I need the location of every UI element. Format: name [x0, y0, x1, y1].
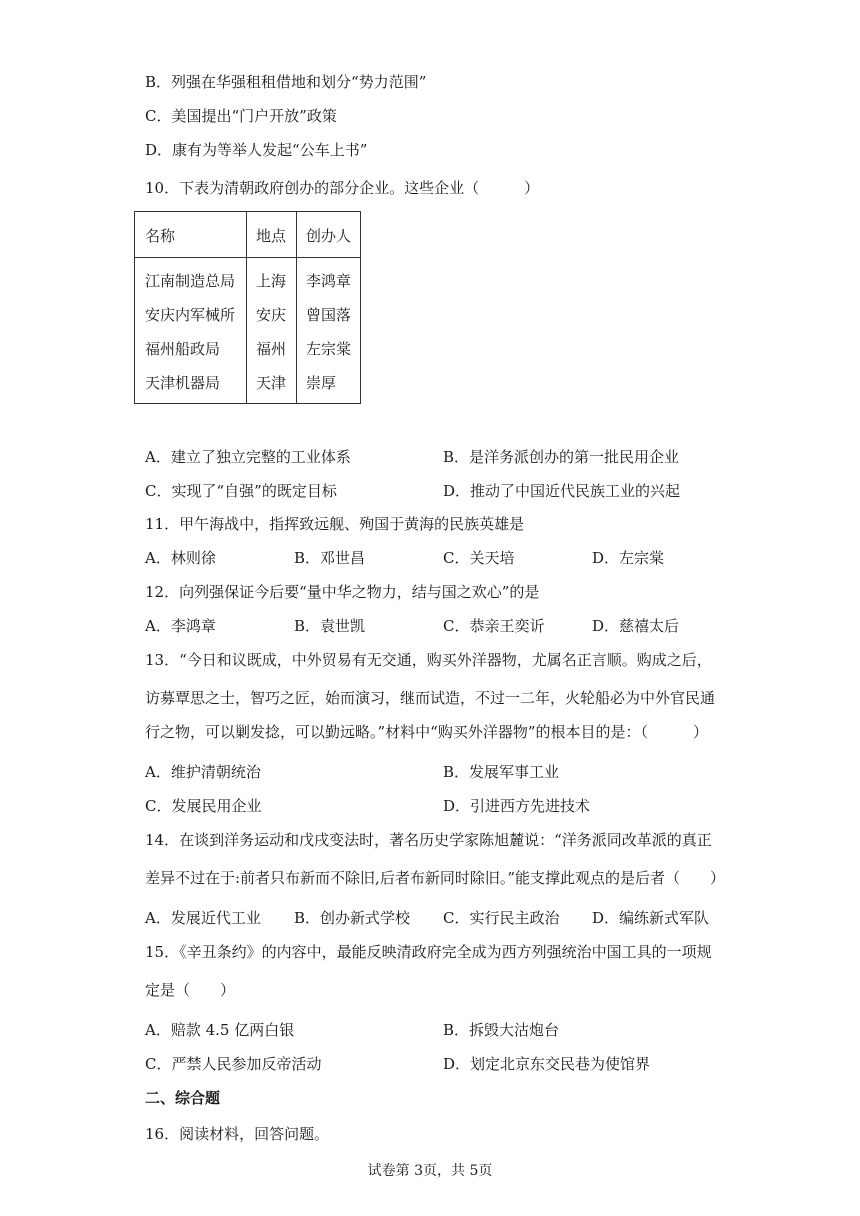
table-cell: 安庆: [256, 306, 287, 324]
q11-option-c: C．关天培: [443, 549, 515, 567]
q9-option-c: C．美国提出“门户开放”政策: [145, 107, 337, 125]
q11-option-a: A．林则徐: [145, 549, 216, 567]
q13-option-d: D．引进西方先进技术: [443, 797, 591, 815]
q14-option-c: C．实行民主政治: [443, 909, 560, 927]
table-header-founder: 创办人: [306, 227, 352, 245]
q10-option-a: A．建立了独立完整的工业体系: [145, 448, 351, 466]
q14-option-d: D．编练新式军队: [592, 909, 710, 927]
q10-option-c: C．实现了“自强”的既定目标: [145, 482, 337, 500]
q13-option-a: A．维护清朝统治: [145, 763, 261, 781]
table-header-name: 名称: [145, 227, 176, 245]
table-cell: 左宗棠: [306, 340, 352, 358]
table-cell: 天津机器局: [145, 374, 221, 392]
q12-option-c: C．恭亲王奕䜣: [443, 617, 545, 635]
enterprise-table: [134, 211, 361, 404]
table-cell: 崇厚: [306, 374, 337, 392]
q10-stem: 10．下表为清朝政府创办的部分企业。这些企业（ ）: [145, 179, 540, 197]
q13-option-c: C．发展民用企业: [145, 797, 262, 815]
table-cell: 安庆内军械所: [145, 306, 236, 324]
q14-option-a: A．发展近代工业: [145, 909, 261, 927]
q12-option-b: B．袁世凯: [294, 617, 366, 635]
q15-option-b: B．拆毁大沽炮台: [443, 1021, 560, 1039]
q15-option-a: A．赔款 4.5 亿两白银: [145, 1021, 295, 1039]
table-cell: 江南制造总局: [145, 272, 236, 290]
table-cell: 曾国落: [306, 306, 352, 324]
q15-line-2: 定是（ ）: [145, 981, 236, 999]
q13-line-3: 行之物，可以剿发捻，可以勤远略。”材料中“购买外洋器物”的根本目的是：（ ）: [145, 723, 709, 741]
section-heading: 二、综合题: [145, 1089, 221, 1107]
page-footer: 试卷第 3页，共 5页: [367, 1163, 493, 1179]
q16-stem: 16．阅读材料，回答问题。: [145, 1125, 330, 1143]
q15-line-1: 15．《辛丑条约》的内容中，最能反映清政府完全成为西方列强统治中国工具的一项规: [145, 943, 712, 961]
q13-option-b: B．发展军事工业: [443, 763, 560, 781]
q9-option-d: D．康有为等举人发起“公车上书”: [145, 141, 368, 159]
q12-stem: 12．向列强保证今后要“量中华之物力，结与国之欢心”的是: [145, 583, 540, 601]
table-cell: 天津: [256, 374, 287, 392]
table-header-location: 地点: [256, 227, 287, 245]
q12-option-a: A．李鸿章: [145, 617, 216, 635]
table-cell: 福州船政局: [145, 340, 221, 358]
q10-option-d: D．推动了中国近代民族工业的兴起: [443, 482, 681, 500]
q11-option-d: D．左宗棠: [592, 549, 665, 567]
q15-option-c: C．严禁人民参加反帝活动: [145, 1055, 322, 1073]
q10-option-b: B．是洋务派创办的第一批民用企业: [443, 448, 680, 466]
q14-option-b: B．创办新式学校: [294, 909, 411, 927]
q9-option-b: B．列强在华强租租借地和划分“势力范围”: [145, 73, 427, 91]
q13-line-2: 访募覃思之士，智巧之匠，始而演习，继而试造，不过一二年，火轮船必为中外官民通: [145, 689, 716, 707]
table-cell: 李鸿章: [306, 272, 352, 290]
table-cell: 福州: [256, 340, 287, 358]
q14-line-1: 14．在谈到洋务运动和戊戌变法时，著名历史学家陈旭麓说：“洋务派同改革派的真正: [145, 831, 712, 849]
q13-line-1: 13．“今日和议既成，中外贸易有无交通，购买外洋器物，尤属名正言顺。购成之后，: [145, 651, 712, 669]
table-cell: 上海: [256, 272, 287, 290]
q14-line-2: 差异不过在于:前者只布新而不除旧,后者布新同时除旧。”能支撑此观点的是后者（ ）: [145, 869, 725, 887]
q12-option-d: D．慈禧太后: [592, 617, 680, 635]
q11-stem: 11．甲午海战中，指挥致远舰、殉国于黄海的民族英雄是: [145, 515, 525, 533]
q11-option-b: B．邓世昌: [294, 549, 366, 567]
q15-option-d: D．划定北京东交民巷为使馆界: [443, 1055, 651, 1073]
